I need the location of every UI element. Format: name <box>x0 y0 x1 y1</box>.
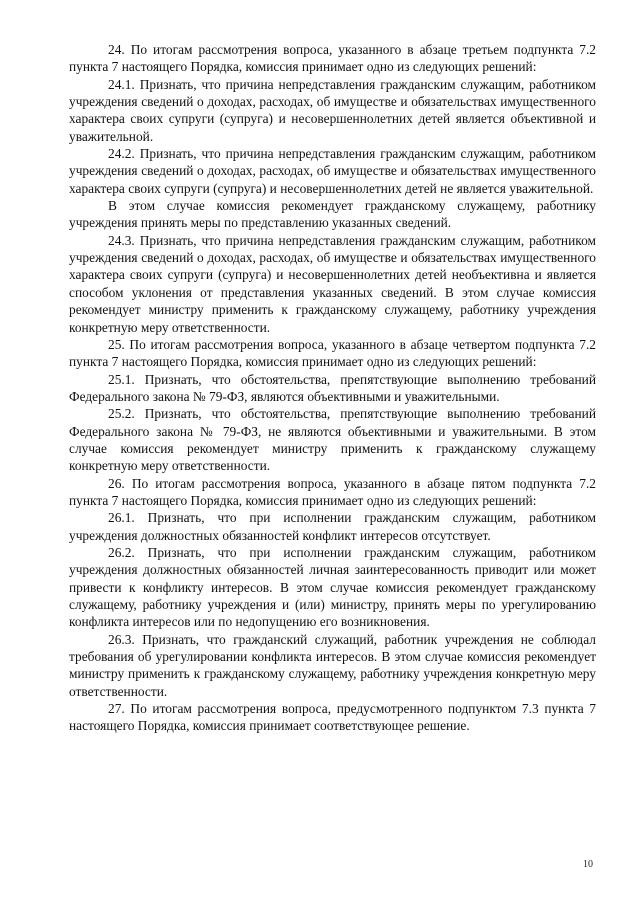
paragraph-26-2: 26.2. Признать, что при исполнении гражданским служащим, работником учреждения должностных обязанностей личная заинтересованность приводит или может привести к конфликту интересов. В этом случае комиссия рекомендует гражданскому служащему, работнику учреждения и (или) министру, принять меры по урегулированию конфликта интересов или по недопущению его возникновения. <box>69 544 596 630</box>
paragraph-26-3: 26.3. Признать, что гражданский служащий, работник учреждения не соблюдал требования об урегулировании конфликта интересов. В этом случае комиссия рекомендует министру применить к гражданскому служащему, работнику учреждения конкретную меру ответственности. <box>69 631 596 699</box>
document-body <box>69 41 596 735</box>
paragraph-24-3: 24.3. Признать, что причина непредставления гражданским служащим, работником учреждения сведений о доходах, расходах, об имуществе и обязательствах имущественного характера своих супруги (супруга) и несовершеннолетних детей необъективна и является способом уклонения от представления указанных сведений. В этом случае комиссия рекомендует министру применить к гражданскому служащему, работнику учреждения конкретную меру ответственности. <box>69 232 596 335</box>
paragraph-25-2: 25.2. Признать, что обстоятельства, препятствующие выполнению требований Федерального закона № 79-ФЗ, не являются объективными и уважительными. В этом случае комиссия рекомендует министру применить к гражданскому служащему конкретную меру ответственности. <box>69 406 596 474</box>
paragraph-24-2: 24.2. Признать, что причина непредставления гражданским служащим, работником учреждения сведений о доходах, расходах, об имуществе и обязательствах имущественного характера своих супруги (супруга) и несовершеннолетних детей не является уважительной. <box>69 146 596 196</box>
paragraph-24: 24. По итогам рассмотрения вопроса, указанного в абзаце третьем подпункта 7.2 пункта 7 настоящего Порядка, комиссия принимает одно из следующих решений: <box>69 42 596 75</box>
paragraph-26: 26. По итогам рассмотрения вопроса, указанного в абзаце пятом подпункта 7.2 пункта 7 настоящего Порядка, комиссия принимает одно из следующих решений: <box>69 475 596 508</box>
paragraph-24-1: 24.1. Признать, что причина непредставления гражданским служащим, работником учреждения сведений о доходах, расходах, об имуществе и обязательствах имущественного характера своих супруги (супруга) и несовершеннолетних детей является объективной и уважительной. <box>69 76 596 144</box>
paragraph-27: 27. По итогам рассмотрения вопроса, предусмотренного подпунктом 7.3 пункта 7 настоящего Порядка, комиссия принимает соответствующее решение. <box>69 701 596 734</box>
page-number: 10 <box>583 859 593 870</box>
paragraph-25-1: 25.1. Признать, что обстоятельства, препятствующие выполнению требований Федерального закона № 79-ФЗ, являются объективными и уважительными. <box>69 371 596 404</box>
paragraph-24-2-note: В этом случае комиссия рекомендует гражданскому служащему, работнику учреждения принять меры по представлению указанных сведений. <box>69 198 596 231</box>
paragraph-25: 25. По итогам рассмотрения вопроса, указанного в абзаце четвертом подпункта 7.2 пункта 7 настоящего Порядка, комиссия принимает одно из следующих решений: <box>69 336 596 370</box>
paragraph-26-1: 26.1. Признать, что при исполнении гражданским служащим, работником учреждения должностных обязанностей конфликт интересов отсутствует. <box>69 510 596 543</box>
